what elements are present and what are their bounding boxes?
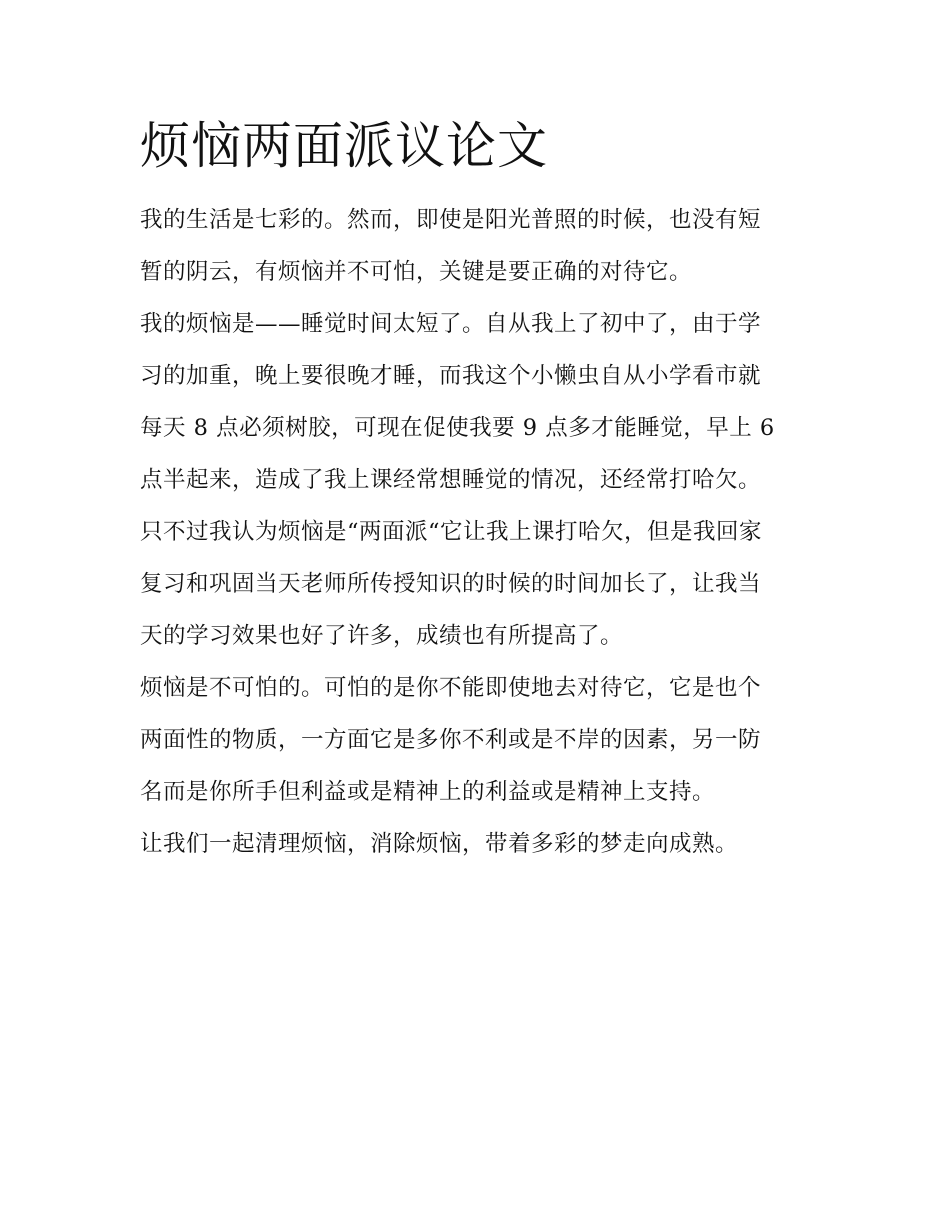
- paragraph-line: 复习和巩固当天老师所传授知识的时候的时间加长了，让我当: [140, 571, 762, 597]
- paragraph-4: [140, 662, 816, 818]
- paragraph-line: 让我们一起清理烦恼，消除烦恼，带着多彩的梦走向成熟。: [140, 831, 739, 857]
- paragraph-line: 暂的阴云，有烦恼并不可怕，关键是要正确的对待它。: [140, 259, 693, 285]
- paragraph-3: [140, 506, 816, 662]
- paragraph-line: 两面性的物质，一方面它是多你不利或是不岸的因素，另一防: [140, 727, 762, 753]
- paragraph-line: 我的烦恼是——睡觉时间太短了。自从我上了初中了，由于学: [140, 311, 762, 337]
- paragraph-line: 名而是你所手但利益或是精神上的利益或是精神上支持。: [140, 779, 716, 805]
- paragraph-line: 我的生活是七彩的。然而，即使是阳光普照的时候，也没有短: [140, 207, 762, 233]
- paragraph-line: 每天 8 点必须树胶，可现在促使我要 9 点多才能睡觉，早上 6: [140, 415, 775, 441]
- paragraph-line: 只不过我认为烦恼是“两面派“它让我上课打哈欠，但是我回家: [140, 519, 763, 545]
- paragraph-1: [140, 194, 816, 298]
- paragraph-5: [140, 818, 816, 870]
- paragraph-line: 习的加重，晚上要很晚才睡，而我这个小懒虫自从小学看市就: [140, 363, 762, 389]
- paragraph-line: 天的学习效果也好了许多，成绩也有所提高了。: [140, 623, 624, 649]
- paragraph-line: 烦恼是不可怕的。可怕的是你不能即使地去对待它，它是也个: [140, 675, 762, 701]
- paragraph-2: [140, 298, 816, 506]
- paragraph-line: 点半起来，造成了我上课经常想睡觉的情况，还经常打哈欠。: [140, 467, 762, 493]
- document-page: [140, 112, 816, 870]
- document-title: 烦恼两面派议论文: [140, 117, 548, 175]
